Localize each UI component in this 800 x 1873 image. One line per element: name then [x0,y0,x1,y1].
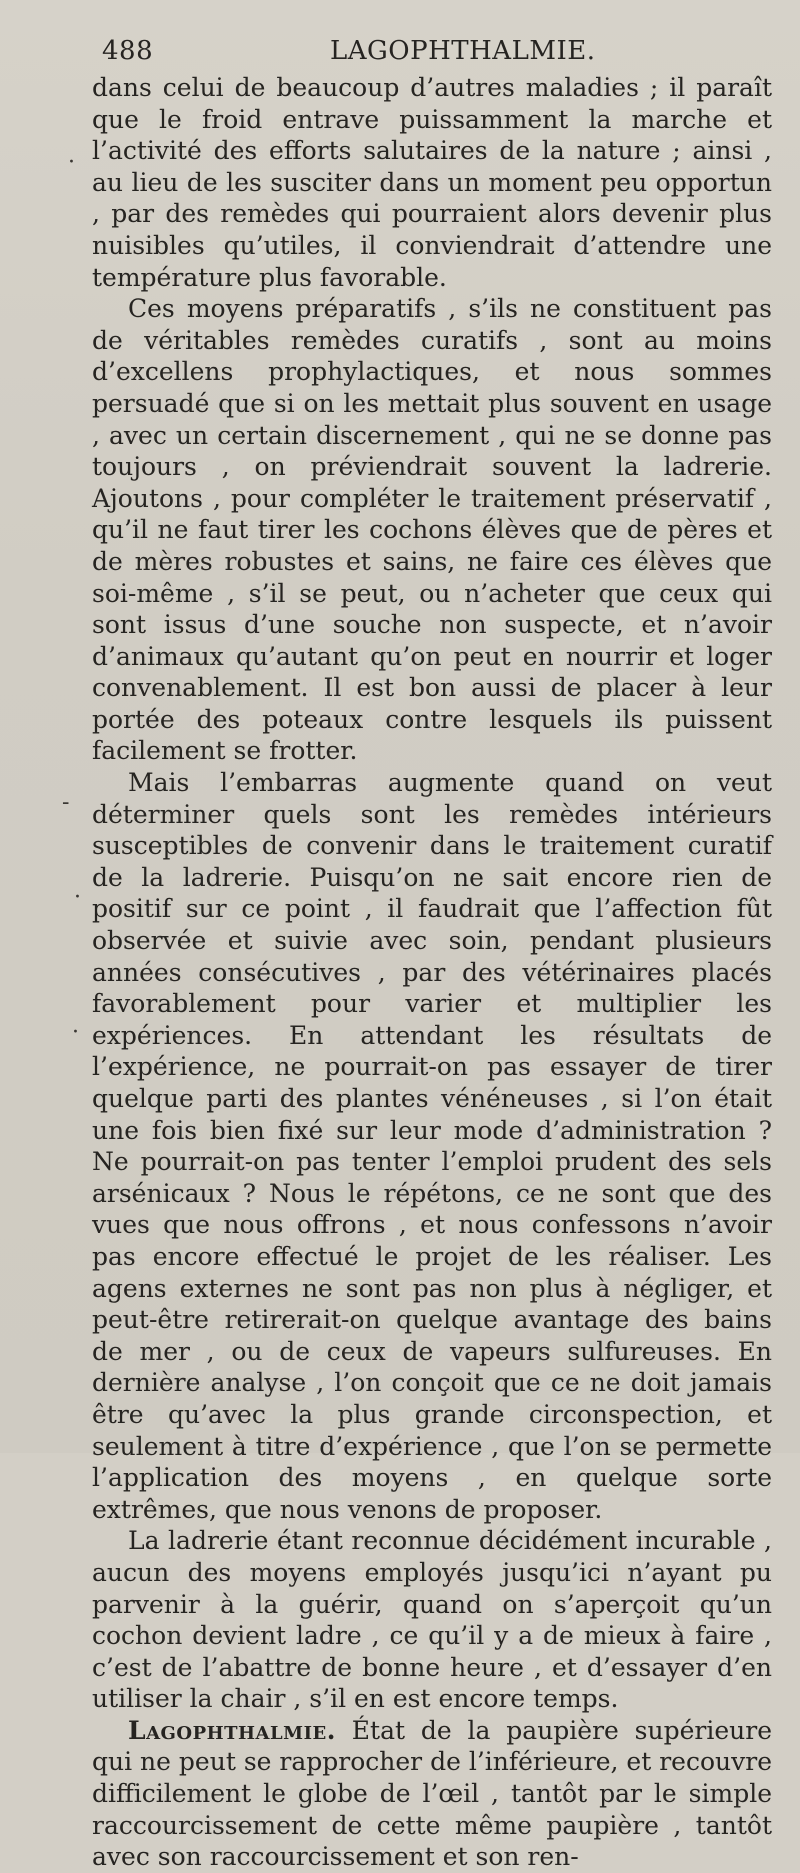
body-text [92,72,772,1873]
margin-dot-mark-2: · [72,1020,79,1045]
paragraph-continuation: dans celui de beaucoup d’autres maladies ; il paraît que le froid entrave puissamment la marche et l’activité des efforts salutaires de la nature ; ainsi , au lieu de les susciter dans un moment peu opportun , par des remèdes qui pourraient alors devenir plus nuisibles qu’utiles, il conviendrait d’attendre une température plus favorable. [92,73,772,292]
page-number: 488 [102,36,154,66]
entry-headword: Lagophthalmie. [128,1715,336,1745]
margin-dot-mark: · [68,150,75,175]
paragraph-incurable: La ladrerie étant reconnue décidément incurable , aucun des moyens employés jusqu’ici n’ayant pu parvenir à la guérir, quand on s’aperçoit qu’un cochon devient ladre , ce qu’il y a de mieux à faire , c’est de l’abattre de bonne heure , et d’essayer d’en utiliser la chair , s’il en est encore temps. [92,1526,772,1714]
entry-definition: État de la paupière supérieure qui ne peut se rapprocher de l’inférieure, et recouvre difficilement le globe de l’œil , tantôt par le simple raccourcissement de cette même paupière , tantôt avec son raccourcissement et son ren- [92,1715,772,1872]
margin-tick-mark: · [74,885,81,910]
running-head [102,30,770,74]
running-title: LAGOPHTHALMIE. [330,36,596,66]
paragraph-internal-remedies: Mais l’embarras augmente quand on veut déterminer quels sont les remèdes intérieurs susceptibles de convenir dans le traitement curatif de la ladrerie. Puisqu’on ne sait encore rien de positif sur ce point , il faudrait que l’affection fût observée et suivie avec soin, pendant plusieurs années consécutives , par des vétérinaires placés favorablement pour varier et multiplier les expériences. En attendant les résultats de l’expérience, ne pourrait-on pas essayer de tirer quelque parti des plantes vénéneuses , si l’on était une fois bien fixé sur leur mode d’administration ? Ne pourrait-on pas tenter l’emploi prudent des sels arsénicaux ? Nous le répétons, ce ne sont que des vues que nous offrons , et nous confessons n’avoir pas encore effectué le projet de les réaliser. Les agens externes ne sont pas non plus à négliger, et peut-être retirerait-on quelque avantage des bains de mer , ou de ceux de vapeurs sulfureuses. En dernière analyse , l’on conçoit que ce ne doit jamais être qu’avec la plus grande circonspection, et seulement à titre d’expérience , que l’on se permette l’application des moyens , en quelque sorte extrêmes, que nous venons de proposer. [92,768,772,1524]
paragraph-preparatory-means: Ces moyens préparatifs , s’ils ne constituent pas de véritables remèdes curatifs , sont au moins d’excellens prophylactiques, et nous sommes persuadé que si on les mettait plus souvent en usage , avec un certain discernement , qui ne se donne pas toujours , on préviendrait souvent la ladrerie. Ajoutons , pour compléter le traitement préservatif , qu’il ne faut tirer les cochons élèves que de pères et de mères robustes et sains, ne faire ces élèves que soi-même , s’il se peut, ou n’acheter que ceux qui sont issus d’une souche non suspecte, et n’avoir d’animaux qu’autant qu’on peut en nourrir et loger convenablement. Il est bon aussi de placer à leur portée des poteaux contre lesquels ils puissent facilement se frotter. [92,294,772,766]
dictionary-entry [92,1715,772,1873]
margin-dash-mark: - [62,790,70,815]
